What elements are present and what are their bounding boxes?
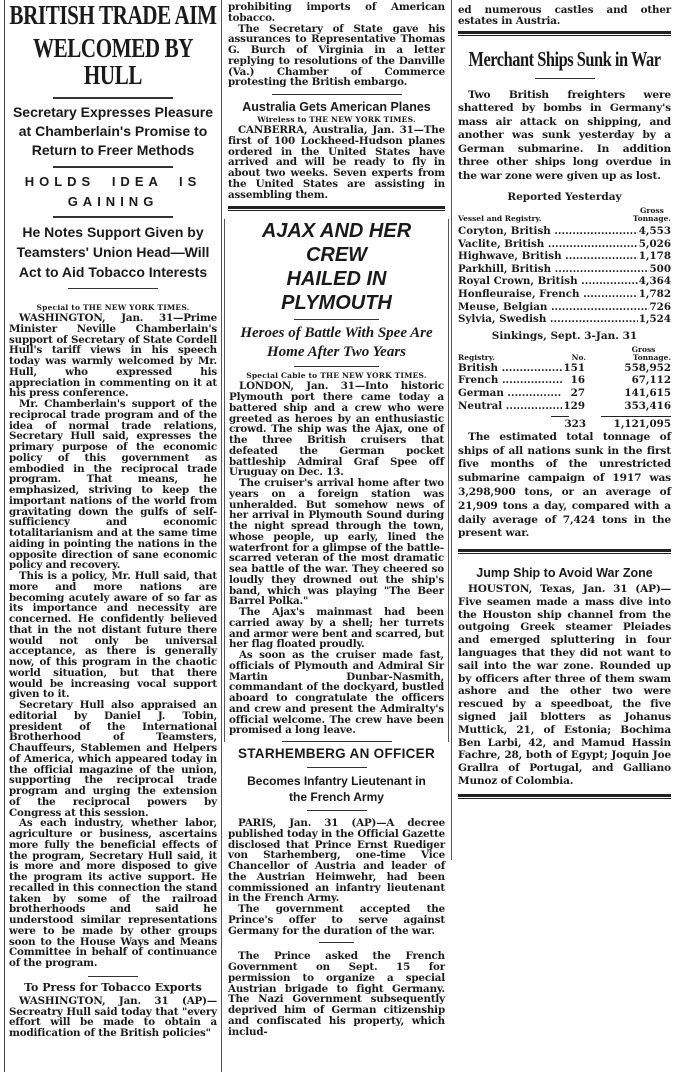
continued-text: prohibiting imports of American tobacco. xyxy=(228,1,445,24)
paragraph: The Prince asked the French Government on Sept. 15 for permission to organize a special Austrian brigade to fight Germany. The Nazi Government subsequently deprived him of German citizenship and confiscated his property, which includ- xyxy=(228,950,445,1038)
paragraph: The Secretary of State gave his assurances to Representative Thomas G. Burch of Virginia in a letter replying to resolutions of the Danville (Va.) Chamber of Commerce protesting the British embargo. xyxy=(228,22,445,89)
table-row xyxy=(458,313,671,326)
table-row xyxy=(458,400,671,413)
headline-line-2: WELCOMED BY HULL xyxy=(32,33,194,90)
deck-line: Becomes Infantry Lieutenant in xyxy=(247,774,426,788)
divider xyxy=(535,78,595,79)
paragraph: CANBERRA, Australia, Jan. 31—The first of 100 Lockheed-Hudson planes ordered in the United States have arrived and will be ready to fly in about two weeks. Seven experts from the United States are assisting in assembling them. xyxy=(228,124,445,201)
column-header: Vessel and Registry. xyxy=(458,214,542,223)
sum-rule xyxy=(551,416,569,417)
dateline-credit: Wireless to THE NEW YORK TIMES. xyxy=(257,115,416,124)
dateline-credit: Special to THE NEW YORK TIMES. xyxy=(36,303,190,312)
ship-count: 16 xyxy=(570,374,585,387)
header-line: Gross xyxy=(640,206,664,215)
vessel-name: Coryton, British ..... xyxy=(458,225,638,238)
deck-line: at Chamberlain's Promise to xyxy=(18,123,208,139)
divider xyxy=(68,288,158,289)
ship-count: 129 xyxy=(563,399,585,412)
paragraph: Mr. Chamberlain's support of the reciprocal trade program and of the idea of normal trade relations, Secretary Hull said, expresses the primary purpose of the economic policy of this government as embodied in the reciprocal trade program. That means, he emphasized, striving to keep the important nations of the world from gravitating down the gulfs of self-sufficiency and economic totalitarianism and at the same time aiding in pointing the nations in the opposite direction of sane economic policy and recovery. xyxy=(9,398,217,572)
divider xyxy=(458,549,671,554)
headline-starhemberg: STARHEMBERG AN OFFICER xyxy=(237,746,436,761)
headline-line: HAILED IN PLYMOUTH xyxy=(281,268,392,315)
divider xyxy=(294,319,379,320)
deck-line: He Notes Support Given by xyxy=(22,224,204,240)
subhead-tobacco: To Press for Tobacco Exports xyxy=(24,980,202,994)
table-row xyxy=(458,387,671,400)
deck-starhemberg xyxy=(228,773,445,805)
divider xyxy=(53,216,173,218)
divider xyxy=(228,206,445,211)
column-1-trade-story xyxy=(4,0,222,1072)
table-total-rules xyxy=(458,412,671,417)
column-2 xyxy=(224,0,449,1080)
paragraph: As each industry, whether labor, agriculture or business, ascertains more fully the beneficial effects of the program, Secretary Hull said, it is more and more disposed to give the program its active support. He recalled in this connection the stand taken by some of the railroad brotherhoods and said he understood similar representations were to be made by other groups soon to the House Ways and Means Committee in behalf of continuance of the program. xyxy=(9,817,217,969)
table-row xyxy=(458,238,671,251)
divider xyxy=(88,976,138,977)
deck-line: Teamsters' Union Head—Will xyxy=(16,244,210,260)
divider xyxy=(319,942,354,943)
paragraph: PARIS, Jan. 31 (AP)—A decree published today in the Official Gazette disclosed that Prince Ernst Ruediger von Starhemberg, one-time Vice Chancellor of Austria and leader of the Austrian Heimwehr, had been commissioned an infantry lieutenant in the French Army. xyxy=(228,817,445,905)
total-tonnage: 1,121,095 xyxy=(613,418,671,431)
table-header xyxy=(458,346,671,362)
gross-tonnage: 353,416 xyxy=(624,399,671,412)
vessel-name: Meuse, Belgian ..... xyxy=(458,301,649,314)
divider xyxy=(272,94,402,95)
gross-tonnage: 4,364 xyxy=(638,275,671,288)
ship-count: 151 xyxy=(563,361,585,374)
gross-tonnage: 141,615 xyxy=(624,386,671,399)
paragraph: The estimated total tonnage of ships of all nations sunk in the first five months of the unrestricted submarine campaign of 1917 was 3,298,900 tons, or an average of 21,909 tons a day, compared with a daily average of 7,424 tons in the present war. xyxy=(458,430,671,540)
header-line: Gross xyxy=(631,344,656,354)
table-reported-yesterday xyxy=(458,191,671,326)
registry-name: German ..... xyxy=(458,387,562,400)
column-3 xyxy=(451,0,675,860)
headline-line: AJAX AND HER CREW xyxy=(261,220,412,267)
column-header xyxy=(633,207,671,223)
table-title: Sinkings, Sept. 3-Jan. 31 xyxy=(491,329,638,342)
headline-jump-ship: Jump Ship to Avoid War Zone xyxy=(476,566,653,581)
deck-line: Home After Two Years xyxy=(266,344,407,361)
divider xyxy=(307,767,367,768)
ajax-story xyxy=(224,219,449,742)
table-header xyxy=(458,207,671,223)
divider xyxy=(458,31,671,36)
divider xyxy=(458,794,671,799)
header-line: Tonnage. xyxy=(632,214,671,223)
divider xyxy=(282,741,392,742)
deck-line: Heroes of Battle With Spee Are xyxy=(240,325,433,342)
divider xyxy=(294,366,379,367)
gross-tonnage: 726 xyxy=(649,300,671,313)
dateline-credit: Special Cable to THE NEW YORK TIMES. xyxy=(246,371,427,381)
vessel-name: Highwave, British ..... xyxy=(458,250,638,263)
headline-merchant-ships: Merchant Ships Sunk in War xyxy=(468,46,661,71)
table-row xyxy=(458,263,671,276)
table-body xyxy=(458,362,671,412)
paragraph: WASHINGTON, Jan. 31 (AP)—Secreatry Hull said today that "every effort will be made to obtain a modification of the British policies" xyxy=(9,994,217,1039)
divider xyxy=(53,97,173,99)
ship-count: 27 xyxy=(570,386,585,399)
gross-tonnage: 1,524 xyxy=(638,313,671,326)
column-header xyxy=(586,346,671,362)
vessel-name: Royal Crown, British ..... xyxy=(458,275,638,288)
vessel-name: Honfleuraise, French ..... xyxy=(458,288,638,301)
paragraph: Two British freighters were shattered by bombs in Germany's mass air attack on shipping, and another was sunk yesterday by a German submarine. In addition three other ships long overdue in the war zone were given up as lost. xyxy=(458,88,671,182)
continued-text: ed numerous castles and other estates in Austria. xyxy=(458,4,671,27)
gross-tonnage: 1,782 xyxy=(638,287,671,300)
paragraph: The government accepted the Prince's offer to serve against Germany for the duration of the war. xyxy=(228,903,445,937)
column-header: No. xyxy=(571,352,586,362)
divider xyxy=(53,166,173,168)
table-row xyxy=(458,288,671,301)
total-count: 323 xyxy=(564,418,586,431)
deck-line: the French Army xyxy=(289,790,384,804)
deck-secretary-pleasure xyxy=(9,103,217,160)
gross-tonnage: 5,026 xyxy=(638,237,671,250)
paragraph: As soon as the cruiser made fast, officials of Plymouth and Admiral Sir Martin Dunbar-Nasmith, commandant of the dockyard, bustled aboard to congratulate the officers and crew and present the Admiralty's official welcome. The crew have been promised a long leave. xyxy=(229,649,444,737)
paragraph: LONDON, Jan. 31—Into historic Plymouth port there came today a battered ship and a crew who were greeted as heroes by an enthusiastic crowd. The ship was the Ajax, one of the three British cruisers that defeated the German pocket battleship Admiral Graf Spee off Uruguay on Dec. 13. xyxy=(229,380,444,479)
paragraph: The cruiser's arrival home after two years on a foreign station was unheralded. But somehow news of her arrival in Plymouth Sound during the night spread through the town, whose people, up early, lined the waterfront for a glimpse of the battle-scarred veteran of the most dramatic sea battle of the war. They cheered so loudly they drowned out the ship's band, which was playing "The Beer Barrel Polka." xyxy=(229,477,444,608)
table-row xyxy=(458,225,671,238)
table-row xyxy=(458,250,671,263)
deck-ajax xyxy=(229,324,444,362)
header-line: Tonnage. xyxy=(632,352,671,362)
gross-tonnage: 67,112 xyxy=(631,374,671,387)
table-sinkings xyxy=(458,330,671,431)
deck-holds-idea: HOLDS IDEA IS GAINING xyxy=(24,174,202,209)
gross-tonnage: 4,553 xyxy=(638,225,671,237)
column-header: Registry. xyxy=(458,352,495,362)
deck-line: Secretary Expresses Pleasure xyxy=(12,104,214,120)
paragraph: WASHINGTON, Jan. 31—Prime Minister Neville Chamberlain's support of Secretary of State Cordell Hull's tariff views in his speech today was warmly welcomed by Mr. Hull, who expressed his appreciation in commenting on it at his press conference. xyxy=(9,312,217,400)
vessel-name: Parkhill, British ..... xyxy=(458,263,649,276)
paragraph: Secretary Hull also appraised an editorial by Daniel J. Tobin, president of the International Brotherhood of Teamsters, Chauffeurs, Stablemen and Helpers of America, which appeared today in the official magazine of the union, supporting the reciprocal trade program and urging the extension of the reciprocal powers by Congress at this session. xyxy=(9,699,217,819)
vessel-name: Sylvia, Swedish ..... xyxy=(458,313,638,326)
registry-name: French ..... xyxy=(458,374,562,387)
deck-teamsters xyxy=(9,222,217,282)
table-row xyxy=(458,362,671,375)
paragraph: The Ajax's mainmast had been carried away by a shell; her turrets and armor were bent and scarred, but her flag floated proudly. xyxy=(229,606,444,651)
divider xyxy=(307,810,367,811)
sum-rule xyxy=(601,416,671,417)
table-body xyxy=(458,225,671,326)
headline-line-1: BRITISH TRADE AIM xyxy=(9,0,217,30)
gross-tonnage: 1,178 xyxy=(638,250,671,263)
deck-line: Return to Freer Methods xyxy=(31,142,195,158)
table-row xyxy=(458,301,671,314)
gross-tonnage: 558,952 xyxy=(624,361,671,374)
paragraph: This is a policy, Mr. Hull said, that more and more nations are becoming acutely aware of so far as its importance and necessity are concerned. He confidently believed that in the not distant future there would not only be universal acceptance, as there is generally now, of this program in the chaotic world situation, but that there would be increasing vocal support given to it. xyxy=(9,570,217,701)
headline-australia: Australia Gets American Planes xyxy=(242,100,431,114)
registry-name: Neutral ..... xyxy=(458,400,562,413)
table-row xyxy=(458,374,671,387)
table-title: Reported Yesterday xyxy=(507,191,622,203)
table-row xyxy=(458,275,671,288)
registry-name: British ..... xyxy=(458,362,562,375)
paragraph: HOUSTON, Texas, Jan. 31 (AP)—Five seamen made a mass dive into the Houston ship channel from the outgoing Greek steamer Pleiades and emerged spluttering in four languages that they did not want to sail into the war zone. Rounded up by officers after three of them swam ashore and the other two were rescued by a speedboat, the five signed jail blotters as Johanus Muttick, 21, of Estonia; Bochima Ben Larbi, 42, and Mamud Hassin Fachre, 28, both of Egypt; Joquin Joe Grallra of Portugal, and Galliano Munoz of Colombia. xyxy=(458,583,671,788)
table-total-row xyxy=(458,418,671,431)
vessel-name: Vaclite, British ..... xyxy=(458,238,638,251)
headline-ajax xyxy=(229,219,444,315)
gross-tonnage: 500 xyxy=(649,262,671,275)
deck-line: Act to Aid Tobacco Interests xyxy=(18,264,208,280)
